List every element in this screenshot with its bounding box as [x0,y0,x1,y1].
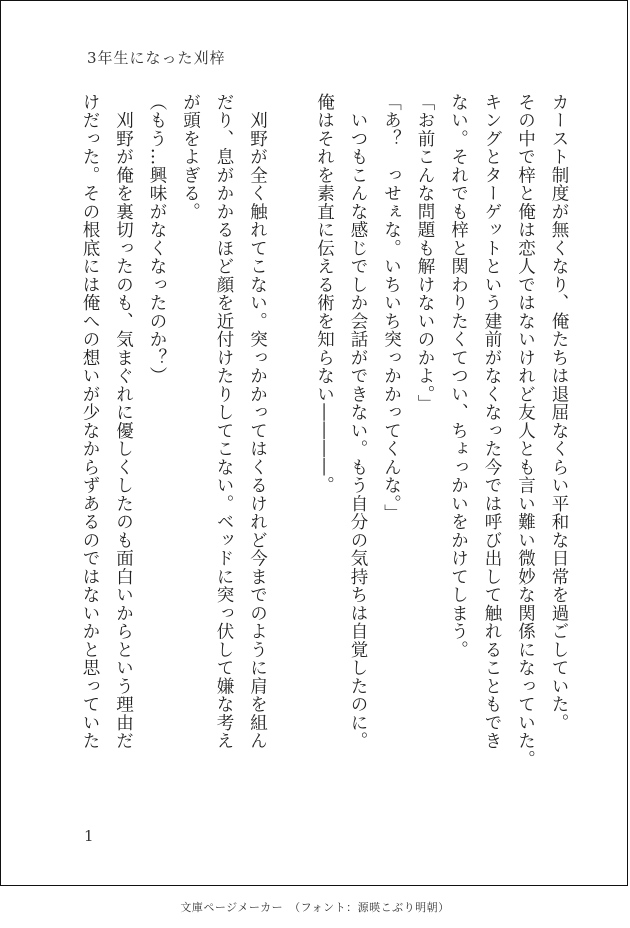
text-line: キングとターゲットという建前がなくなった今では呼び出して触れることもでき [482,93,502,750]
vertical-text-body [75,93,575,793]
blank-line [274,93,308,793]
text-line: けだった。その根底には俺への想いが少なからずあるのではないかと思っていた [80,93,100,750]
text-line: だり、息がかかるほど顔を近付けたりしてこない。ベッドに突っ伏して嫌な考え [214,93,234,750]
text-line: 俺はそれを素直に伝える術を知らない――――。 [314,93,335,495]
text-line: 刈野が俺を裏切ったのも、気まぐれに優しくしたのも面白いからという理由だ [113,93,134,750]
dialogue-line: 「お前こんな問題も解けないのかよ。」 [415,93,435,413]
app-credit: 文庫ページメーカー （フォント：源暎こぶり明朝） [180,901,450,914]
text-line: 刈野が全く触れてこない。突っかかってはくるけれど今までのように肩を組ん [247,93,268,750]
chapter-title: 3年生になった刈梓 [87,49,226,67]
text-line: カースト制度が無くなり、俺たちは退屈なくらい平和な日常を過ごしていた。 [549,93,569,732]
text-line: が頭をよぎる。 [180,93,201,221]
page-number: 1 [84,827,94,845]
text-line: ない。それでも梓と関わりたくてつい、ちょっかいをかけてしまう。 [448,93,469,659]
dialogue-line: 「あ？ っせぇな。いちいち突っかかってくんな。」 [381,93,402,523]
thought-line: （もう…興味がなくなったのか？） [147,93,167,385]
text-line: その中で梓と俺は恋人ではないけれど友人とも言い難い微妙な関係になっていた。 [515,93,536,769]
text-line: いつもこんな感じでしか会話ができない。もう自分の気持ちは自覚したのに。 [348,93,368,750]
